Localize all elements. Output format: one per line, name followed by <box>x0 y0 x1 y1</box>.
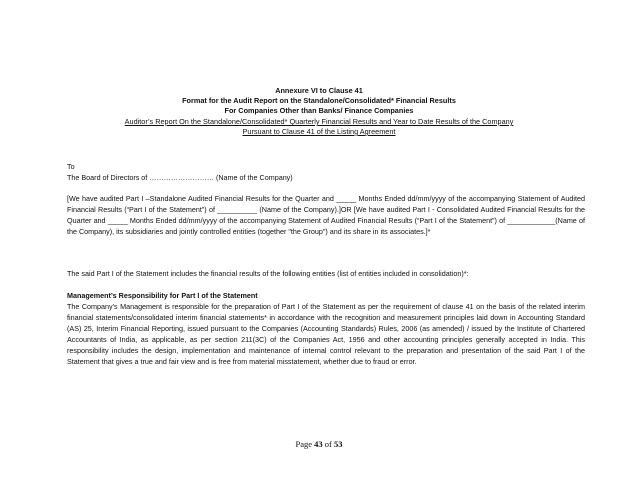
report-subtitle-clause: Pursuant to Clause 41 of the Listing Agreement <box>242 127 396 136</box>
addressee-to: To <box>67 162 75 171</box>
applicability-title: For Companies Other than Banks/ Finance Companies <box>224 106 414 115</box>
page-number: Page 43 of 53 <box>295 439 343 449</box>
annexure-title: Annexure VI to Clause 41 <box>275 86 363 95</box>
total-pages: 53 <box>334 439 343 449</box>
management-responsibility-paragraph: The Company’s Management is responsible for the preparation of Part I of the Statement as per the requirement of clause 41 on the basis of the related interim financial statements/consolidated interim financial statements* in accordance with the recognition and measurement principles laid down in Accounting Standard (AS) 25, Interim Financial Reporting, issued pursuant to the Companies (Accounting Standards) Rules, 2006 (as amended) / issued by the Institute of Chartered Accountants of India, as applicable, as per section 211(3C) of the Companies Act, 1956 and other accounting principles generally accepted in India. This responsibility includes the design, implementation and maintenance of internal control relevant to the preparation and presentation of the said Part I of the Statement that gives a true and fair view and is free from material misstatement, whether due to fraud or error. <box>67 302 585 366</box>
audit-scope-paragraph: [We have audited Part I –Standalone Audited Financial Results for the Quarter and _____ Months Ended dd/mm/yyyy of the accompanying Statement of Audited Financial Results (“Part I of the Statement”) of __________ (Name of the Company).]OR [We have audited Part I - Consolidated Audited Financial Results for the Quarter and _____ Months Ended dd/mm/yyyy of the accompanying Statement of Audited Financial Results (“Part I of the Statement”) of ____________(Name of the Company), its subsidiaries and jointly controlled entities (together "the Group") and its share in its associates.]* <box>67 194 585 236</box>
current-page: 43 <box>314 439 323 449</box>
report-subtitle: Auditor’s Report On the Standalone/Consolidated* Quarterly Financial Results and Year to Date Results of the Company <box>124 117 514 126</box>
addressee-board: The Board of Directors of ……………………… (Name of the Company) <box>67 173 293 182</box>
format-title: Format for the Audit Report on the Standalone/Consolidated* Financial Results <box>182 96 456 105</box>
entities-paragraph: The said Part I of the Statement includes the financial results of the following entities (list of entities included in consolidation)*: <box>67 269 469 278</box>
section-heading: Management’s Responsibility for Part I of the Statement <box>67 291 258 300</box>
